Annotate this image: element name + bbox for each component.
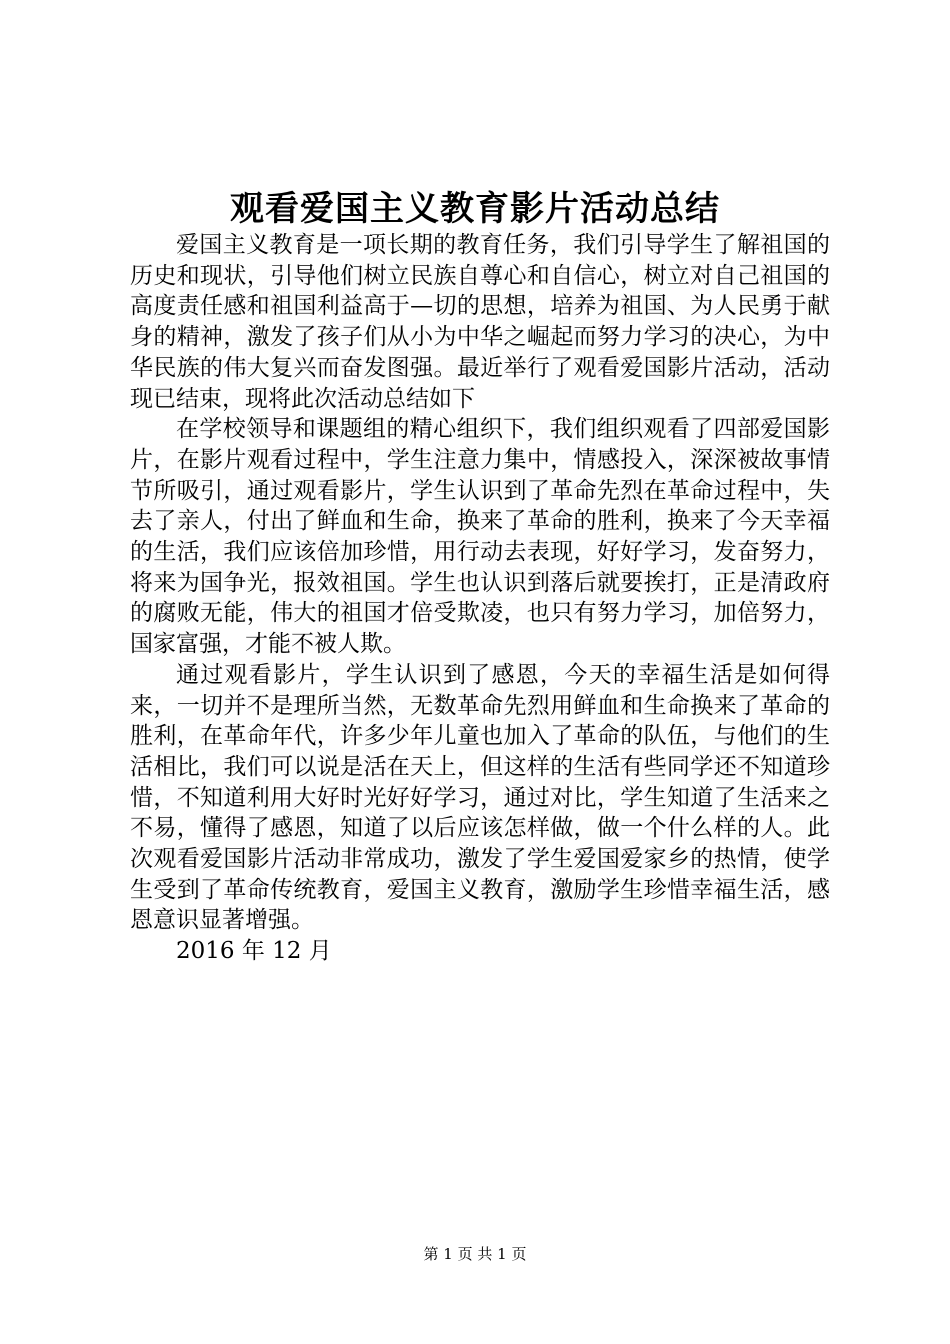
paragraph-gratitude: 通过观看影片，学生认识到了感恩，今天的幸福生活是如何得来，一切并不是理所当然，无数革命先烈用鲜血和生命换来了革命的胜利，在革命年代，许多少年儿童也加入了革命的队伍，与他们的生活相比，我们可以说是活在天上，但这样的生活有些同学还不知道珍惜，不知道利用大好时光好好学习，通过对比，学生知道了生活来之不易，懂得了感恩，知道了以后应该怎样做，做一个什么样的人。此次观看爱国影片活动非常成功，激发了学生爱国爱家乡的热情，使学生受到了革命传统教育，爱国主义教育，激励学生珍惜幸福生活，感恩意识显著增强。	[130, 661, 830, 934]
page-number-footer: 第 1 页 共 1 页	[423, 1245, 527, 1263]
document-date: 2016 年 12 月	[176, 938, 332, 965]
paragraph-films: 在学校领导和课题组的精心组织下，我们组织观看了四部爱国影片，在影片观看过程中，学生注意力集中，情感投入，深深被故事情节所吸引，通过观看影片，学生认识到了革命先烈在革命过程中，失去了亲人，付出了鲜血和生命，换来了革命的胜利，换来了今天幸福的生活，我们应该倍加珍惜，用行动去表现，好好学习，发奋努力，将来为国争光，报效祖国。学生也认识到落后就要挨打，正是清政府的腐败无能，伟大的祖国才倍受欺凌，也只有努力学习，加倍努力，国家富强，才能不被人欺。	[130, 416, 830, 658]
document-body	[130, 230, 830, 967]
paragraph-intro: 爱国主义教育是一项长期的教育任务，我们引导学生了解祖国的历史和现状，引导他们树立民族自尊心和自信心，树立对自己祖国的高度责任感和祖国利益高于—切的思想，培养为祖国、为人民勇于献身的精神，激发了孩子们从小为中华之崛起而努力学习的决心，为中华民族的伟大复兴而奋发图强。最近举行了观看爱国影片活动，活动现已结束，现将此次活动总结如下	[130, 232, 830, 412]
document-title: 观看爱国主义教育影片活动总结	[230, 189, 720, 229]
